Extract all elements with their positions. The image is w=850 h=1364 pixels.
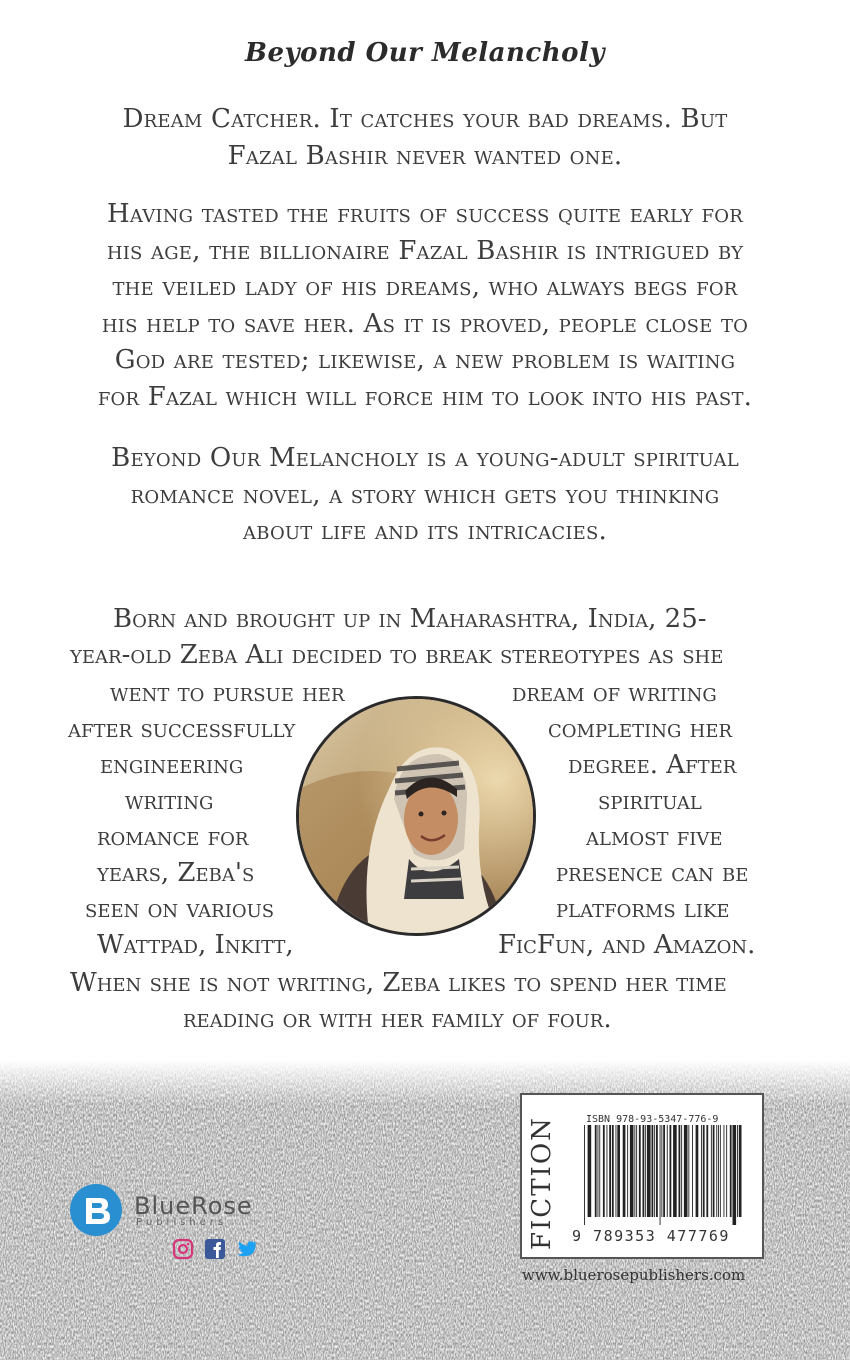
twitter-icon[interactable] [236, 1238, 258, 1260]
facebook-icon[interactable] [204, 1238, 226, 1260]
barcode-bar [661, 1125, 662, 1217]
barcode-bar [617, 1125, 620, 1217]
book-title: Beyond Our Melancholy [245, 38, 605, 68]
barcode-bar [706, 1125, 708, 1217]
barcode-bar [623, 1125, 626, 1217]
barcode-bar [696, 1125, 699, 1217]
bio-line-left: engineering [100, 750, 244, 780]
barcode-bar [681, 1125, 682, 1217]
barcode [582, 1125, 744, 1225]
blurb-line: God are tested; likewise, a new problem is waiting [114, 345, 736, 375]
barcode-bar [603, 1125, 605, 1217]
barcode-bar [718, 1125, 719, 1217]
barcode-bar [688, 1125, 689, 1217]
blurb-paragraph-3 [0, 440, 850, 550]
barcode-bar [692, 1125, 693, 1217]
blurb-line: for Fazal which will force him to look into his past. [97, 381, 753, 412]
blurb-line: about life and its intricacies. [243, 516, 607, 546]
bio-line-right: presence can be [556, 858, 749, 888]
isbn-text: ISBN 978-93-5347-776-9 [586, 1114, 719, 1125]
bio-line-right: FicFun, and Amazon. [498, 930, 756, 960]
barcode-bar [598, 1125, 599, 1217]
bio-line-left: romance for [97, 822, 249, 852]
bio-line: Born and brought up in Maharashtra, India, 25- [113, 604, 707, 634]
barcode-bar [703, 1125, 705, 1217]
barcode-bar [645, 1125, 646, 1217]
barcode-bar [584, 1125, 585, 1225]
barcode-bar [663, 1125, 665, 1217]
barcode-bar [609, 1125, 611, 1217]
bio-line-right: degree. After [568, 750, 737, 780]
blurb-line: Having tasted the fruits of success quite early for [107, 199, 743, 229]
publisher-website: www.bluerosepublishers.com [522, 1266, 746, 1284]
barcode-bar [713, 1125, 715, 1217]
bio-line-right: completing her [548, 714, 733, 744]
barcode-bar [724, 1125, 725, 1217]
barcode-bar [630, 1125, 634, 1217]
publisher-name: BlueRose [134, 1192, 253, 1220]
barcode-bar [737, 1125, 738, 1217]
barcode-bar [588, 1125, 592, 1217]
bio-line: year-old Zeba Ali decided to break stereotypes as she [70, 640, 724, 670]
isbn-digits: 9 789353 477769 [572, 1227, 730, 1245]
barcode-bar [730, 1125, 732, 1217]
barcode-bar [660, 1125, 661, 1225]
barcode-bar [711, 1125, 712, 1217]
blurb-paragraph-1 [0, 101, 850, 174]
barcode-bar [607, 1125, 608, 1217]
barcode-bar [667, 1125, 668, 1217]
bio-line-left: seen on various [85, 894, 275, 924]
barcode-bar [656, 1125, 658, 1217]
barcode-bar [673, 1125, 677, 1217]
barcode-bar [616, 1125, 617, 1217]
bio-line-left: Wattpad, Inkitt, [97, 930, 294, 960]
barcode-bar [726, 1125, 727, 1217]
barcode-bar [654, 1125, 655, 1217]
author-portrait [296, 696, 536, 936]
bio-line-right: almost five [586, 822, 723, 852]
barcode-bar [595, 1125, 597, 1217]
blurb-line: the veiled lady of his dreams, who always begs for [112, 272, 738, 302]
bluerose-logo-icon [70, 1184, 122, 1236]
bio-line: When she is not writing, Zeba likes to spend her time [70, 968, 727, 998]
blurb-paragraph-2 [0, 196, 850, 415]
barcode-bar [733, 1125, 737, 1225]
barcode-bar [652, 1125, 654, 1217]
barcode-bar [720, 1125, 721, 1217]
barcode-bar [701, 1125, 702, 1217]
bio-line: reading or with her family of four. [183, 1004, 612, 1034]
barcode-bar [634, 1125, 635, 1217]
bio-line-right: spiritual [598, 786, 702, 816]
bio-line-left: went to pursue her [110, 678, 345, 708]
blurb-line: his help to save her. As it is proved, people close to [101, 308, 749, 339]
bio-line-right: dream of writing [512, 678, 717, 708]
blurb-line: Fazal Bashir never wanted one. [227, 140, 623, 171]
bio-line-left: writing [125, 786, 214, 816]
barcode-bar [679, 1125, 681, 1217]
barcode-bar [636, 1125, 637, 1217]
blurb-line: romance novel, a story which gets you thinking [130, 479, 720, 510]
bio-line-left: years, Zeba's [97, 858, 255, 888]
barcode-bar [612, 1125, 614, 1217]
instagram-icon[interactable] [172, 1238, 194, 1260]
blurb-line: his age, the billionaire Fazal Bashir is intrigued by [106, 235, 744, 266]
barcode-bar [684, 1125, 688, 1217]
barcode-bar [599, 1125, 600, 1217]
barcode-bar [639, 1125, 641, 1217]
barcode-bar [627, 1125, 628, 1217]
bio-line-left: after successfully [68, 714, 296, 744]
publisher-subtitle: Publishers [136, 1217, 228, 1228]
barcode-bar [739, 1125, 742, 1217]
barcode-bar [670, 1125, 672, 1217]
barcode-bar [647, 1125, 651, 1217]
bio-line-right: platforms like [556, 894, 730, 924]
genre-label: FICTION [527, 1116, 557, 1250]
blurb-line: Beyond Our Melancholy is a young-adult spiritual [111, 443, 739, 473]
barcode-bar [716, 1125, 717, 1217]
blurb-line: Dream Catcher. It catches your bad dreams. But [122, 104, 728, 134]
barcode-bar [643, 1125, 645, 1217]
